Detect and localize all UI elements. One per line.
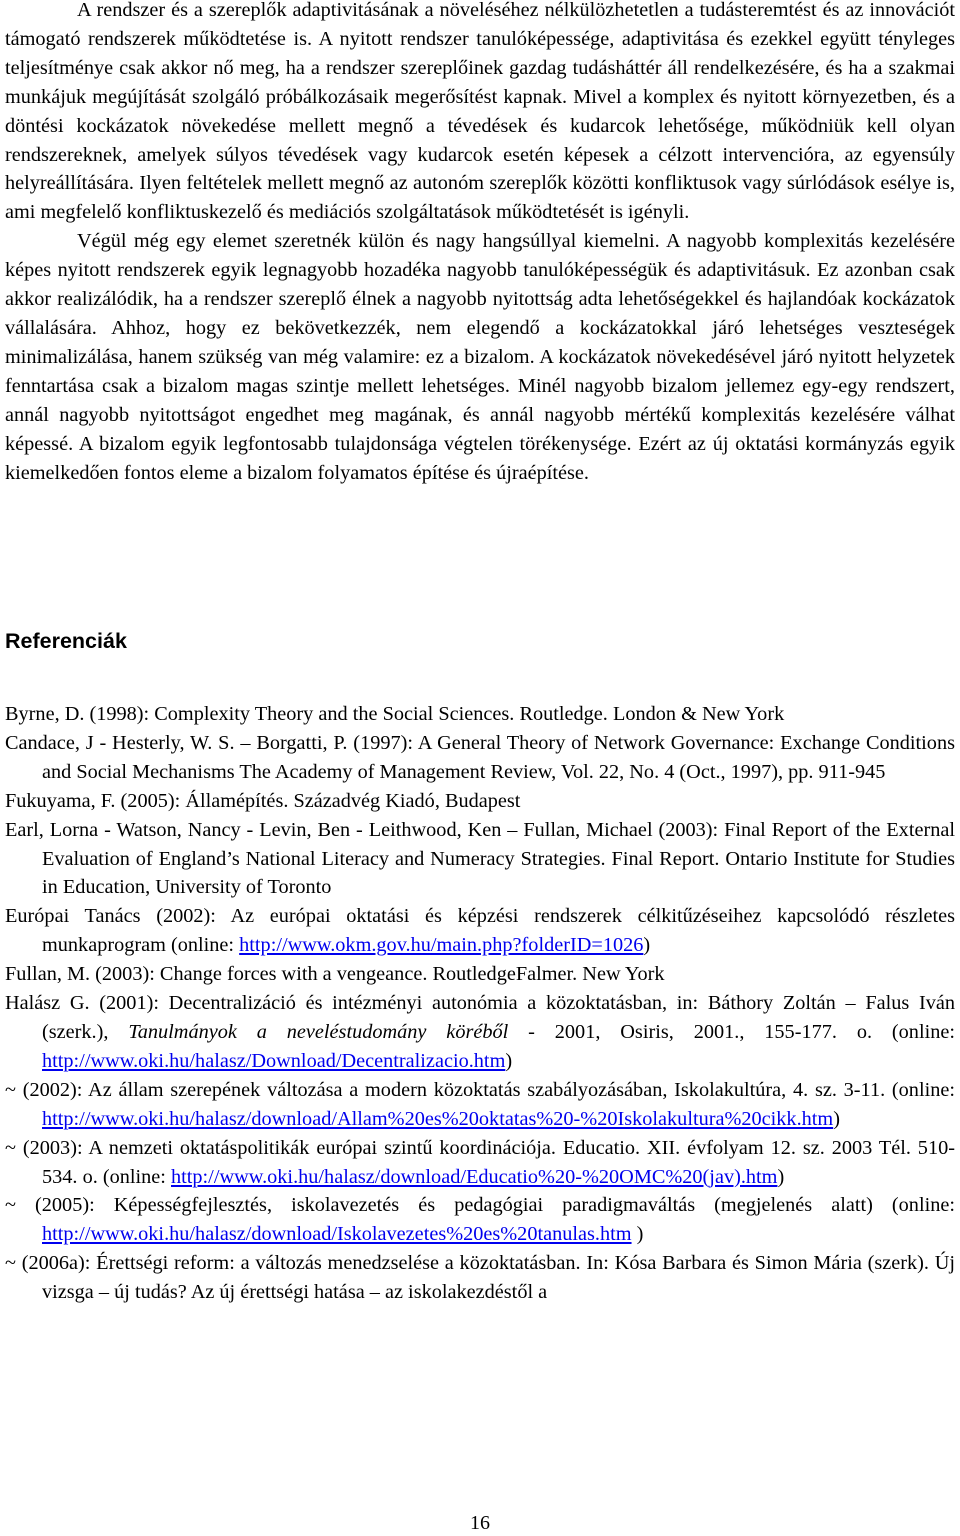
reference-item: [5, 1134, 955, 1192]
page-number: 16: [470, 1512, 490, 1534]
reference-text: ~ (2003): A nemzeti oktatáspolitikák európai szintű koordinációja. Educatio. XII. évfolyam 12. sz. 2003 Tél. 510-534. o. (online:: [5, 1136, 955, 1188]
paragraph-adaptivity: A rendszer és a szereplők adaptivitásának a növeléséhez nélkülözhetetlen a tudásteremtést és az innovációt támogató rendszerek működtetése is. A nyitott rendszer tanulóképessége, adaptivitása és ezekkel együtt tényleges teljesítménye csak akkor nő meg, ha a rendszer szereplőinek gazdag tudásháttér áll rendelkezésére, és ha a szakmai munkájuk megújítását szolgáló próbálkozásaik megerősítést kapnak. Mivel a komplex és nyitott környezetben, és a döntési kockázatok növekedése mellett megnő a tévedések és kudarcok lehetősége, működniük kell olyan rendszereknek, amelyek súlyos tévedések vagy kudarcok esetén képesek a célzott intervencióra, az egyensúly helyreállítására. Ilyen feltételek mellett megnő az autonóm szereplők közötti konfliktusok vagy súrlódások esélye is, ami megfelelő konfliktuskezelő és mediációs szolgáltatások működtetését is igényli.: [5, 0, 955, 224]
reference-item: Byrne, D. (1998): Complexity Theory and the Social Sciences. Routledge. London & New York: [5, 703, 785, 725]
reference-link[interactable]: http://www.oki.hu/halasz/download/Iskolavezetes%20es%20tanulas.htm: [42, 1223, 632, 1246]
reference-link[interactable]: http://www.okm.gov.hu/main.php?folderID=1026: [239, 934, 644, 957]
paragraph-trust: Végül még egy elemet szeretnék külön és nagy hangsúllyal kiemelni. A nagyobb komplexitás kezelésére képes nyitott rendszerek egyik legnagyobb hozadéka nagyobb tanulóképességük és adaptivitásuk. Ez azonban csak akkor realizálódik, ha a rendszer szereplő élnek a nagyobb nyitottság adta lehetőségekkel és hajlandóak kockázatok vállalására. Ahhoz, hogy ez bekövetkezzék, nem elegendő a kockázatokkal járó lehetséges veszteségek minimalizálása, hanem szükség van még valamire: ez a bizalom. A kockázatok növekedésével járó nyitott helyzetek fenntartása csak a bizalom magas szintje mellett lehetséges. Minél nagyobb bizalom jellemez egy-egy rendszert, annál nagyobb nyitottságot engedhet meg magának, és annál nagyobb mértékű komplexitás kezelésére válhat képessé. A bizalom egyik legfontosabb tulajdonsága végtelen törékenysége. Ezért az új oktatási kormányzás egyik kiemelkedően fontos eleme a bizalom folyamatos építése és újraépítése.: [5, 230, 955, 484]
reference-text: ): [631, 1223, 644, 1246]
reference-text: ): [777, 1165, 785, 1188]
reference-item: ~ (2006a): Érettségi reform: a változás menedzselése a közoktatásban. In: Kósa Barbara és Simon Mária (szerk). Új vizsga – új tudás? Az új érettségi hatása – az iskolakezdéstől a: [5, 1252, 955, 1304]
reference-text: ~ (2005): Képességfejlesztés, iskolavezetés és pedagógiai paradigmaváltás (megjelenés alatt) (online:: [5, 1194, 955, 1217]
reference-item: [5, 902, 955, 960]
reference-text: ): [643, 934, 651, 957]
reference-link[interactable]: http://www.oki.hu/halasz/download/Allam%20es%20oktatas%20-%20Iskolakultura%20cikk.htm: [42, 1107, 834, 1130]
reference-item: Earl, Lorna - Watson, Nancy - Levin, Ben - Leithwood, Ken – Fullan, Michael (2003): Final Report of the External Evaluation of England’s National Literacy and Numeracy Strategies. Final Report. Ontario Institute for Studies in Education, University of Toronto: [5, 818, 955, 899]
reference-text: ): [833, 1107, 840, 1130]
reference-link[interactable]: http://www.oki.hu/halasz/Download/Decentralizacio.htm: [42, 1049, 506, 1072]
reference-text: Halász G. (2001): Decentralizáció és intézményi autonómia a közoktatásban, in: Báthory Zoltán – Falus Iván (szerk.),: [5, 992, 955, 1043]
reference-text: ~ (2002): Az állam szerepének változása a modern közoktatás szabályozásában, Iskolakultúra, 4. sz. 3-11. (online:: [5, 1078, 955, 1101]
reference-list: [5, 700, 955, 1307]
reference-item: [5, 1191, 955, 1249]
reference-item: [5, 1076, 955, 1134]
reference-text: - 2001, Osiris, 2001., 155-177. o. (online:: [508, 1020, 955, 1043]
reference-item: Fullan, M. (2003): Change forces with a vengeance. RoutledgeFalmer. New York: [5, 963, 665, 986]
reference-text: ): [505, 1049, 513, 1072]
reference-item: [5, 989, 955, 1076]
reference-link[interactable]: http://www.oki.hu/halasz/download/Educatio%20-%20OMC%20(jav).htm: [171, 1165, 778, 1188]
reference-item: Fukuyama, F. (2005): Államépítés. Századvég Kiadó, Budapest: [5, 789, 521, 812]
body-text: [5, 0, 955, 487]
references-heading: Referenciák: [5, 629, 127, 653]
reference-title-italic: Tanulmányok a neveléstudomány köréből: [128, 1020, 509, 1043]
reference-text: Európai Tanács (2002): Az európai oktatási és képzési rendszerek célkitűzéseihez kapcsolódó részletes munkaprogram (online:: [5, 905, 955, 957]
reference-item: Candace, J - Hesterly, W. S. – Borgatti, P. (1997): A General Theory of Network Governance: Exchange Conditions and Social Mechanisms The Academy of Management Review, Vol. 22, No. 4 (Oct., 1997), pp. 911-945: [5, 731, 955, 783]
